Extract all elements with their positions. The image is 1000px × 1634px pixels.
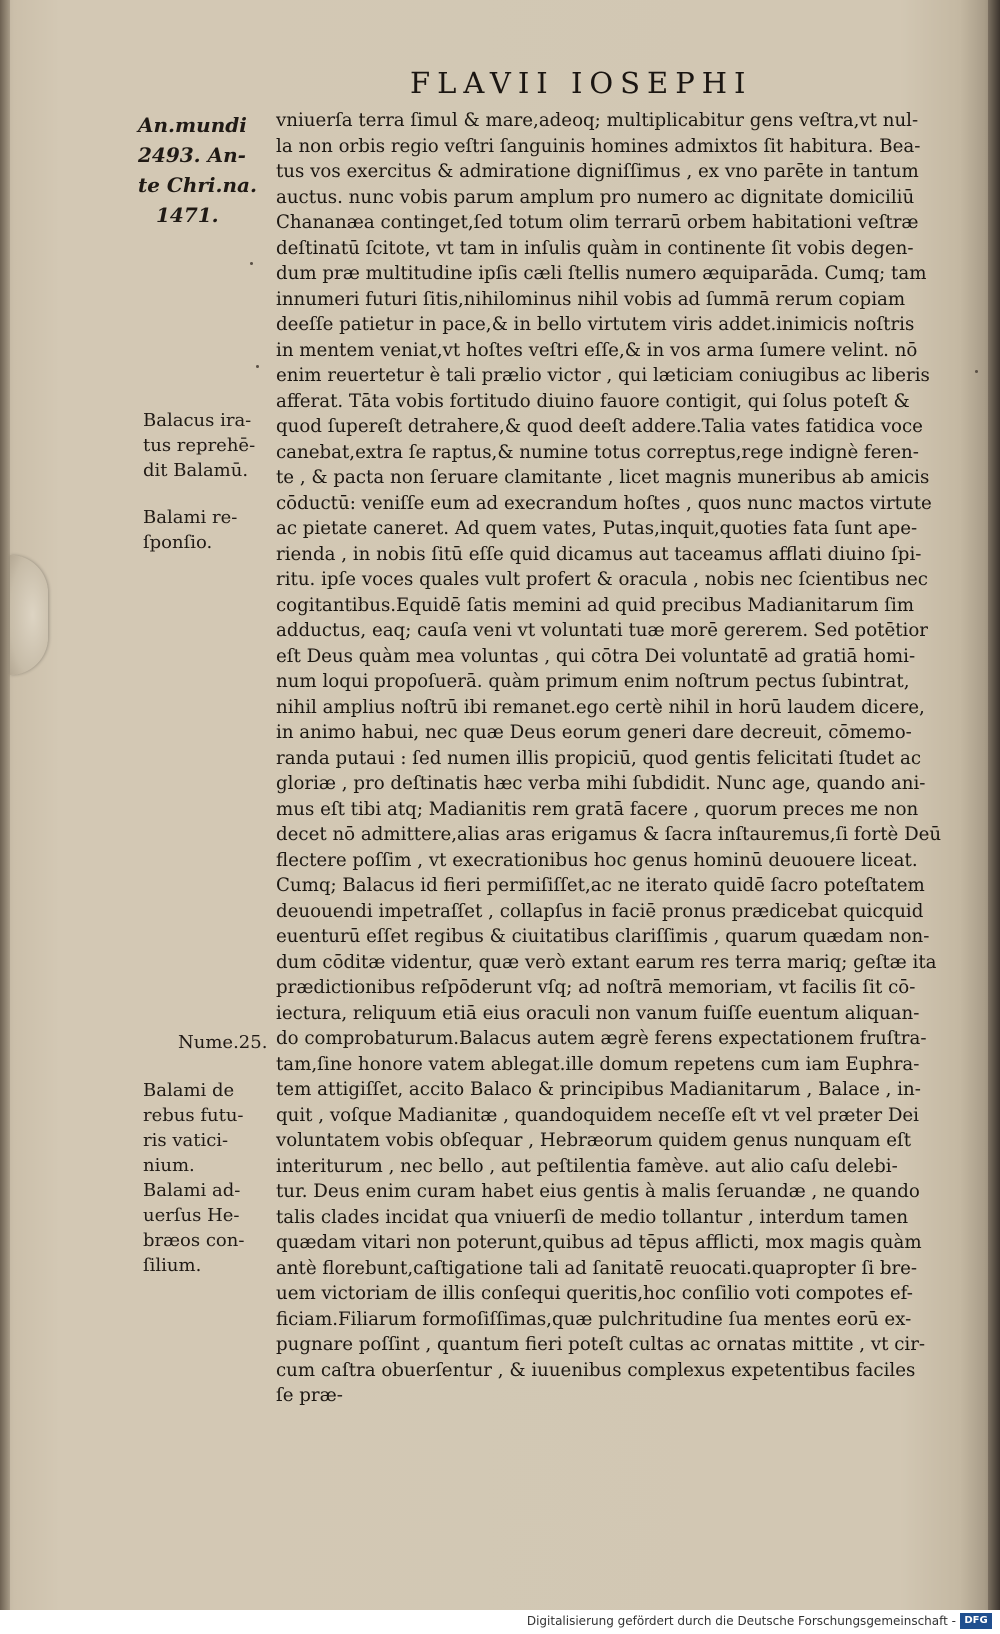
body-line: flectere poſſim , vt execrationibus hoc genus hominū deuouere liceat. [276,849,918,871]
body-line: decet nō admittere,alias aras erigamus & ſacra inſtauremus,ſi fortè Deū [276,824,942,845]
margin-line: Balami ad- [143,1180,241,1201]
margin-note-balacus [143,408,273,483]
margin-line: 2493. An- [138,143,246,167]
body-line: tus vos exercitus & admiratione digniſſimus , ex vno parēte in tantum [276,161,919,182]
margin-line: 1471. [156,203,219,227]
body-line: dum præ multitudine ipſis cæli ſtellis numero æquiparāda. Cumq; tam [276,263,927,284]
margin-line: ris vatici- [143,1130,229,1151]
binding-edge [0,0,10,1610]
body-line: eſt Deus quàm mea voluntas , qui cōtra Dei voluntatē ad gratiā homi- [276,645,916,667]
body-line: cum caſtra obuerſentur , & iuuenibus complexus expetentibus faciles [276,1359,916,1381]
ink-speck [975,370,978,373]
body-line: enim reuertetur è tali prælio victor , qui læticiam coniugibus ac liberis [276,365,930,386]
margin-line: Balami de [143,1080,235,1101]
body-line: iectura, reliquum etiā eius oraculi non vanum fuiſſe euentum aliquan- [276,1002,920,1024]
page-tab [10,555,48,675]
body-line: interiturum , nec bello , aut peſtilentia famève. aut alio caſu delebi- [276,1155,898,1177]
body-line: quit , voſque Madianitæ , quandoquidem neceſſe eſt vt vel præter Dei [276,1104,920,1126]
ink-speck [250,262,253,265]
body-line: nihil amplius noſtrū ibi remanet.ego certè nihil in horū laudem dicere, [276,696,925,718]
body-line: randa putaui : ſed numen illis propiciū, quod gentis felicitati ſtudet ac [276,747,922,769]
margin-line: Nume.25. [178,1032,268,1053]
margin-line: rebus futu- [143,1105,244,1126]
body-line: gloriæ , pro deſtinatis hæc verba mihi ſubdidit. Nunc age, quando ani- [276,773,926,794]
body-line: mus eſt tibi atq; Madianitis rem gratā facere , quorum preces me non [276,798,919,820]
running-header: FLAVII IOSEPHI [410,66,753,100]
margin-line: dit Balamū. [143,460,249,481]
margin-line: uerſus He- [143,1205,240,1226]
body-line: do comprobaturum.Balacus autem ægrè ferens expectationem fruſtra- [276,1028,927,1049]
margin-line: Balacus ira- [143,410,252,431]
margin-line: nium. [143,1155,195,1176]
body-line: cōductū: veniſſe eum ad execrandum hoſtes , quos nunc mactos virtute [276,492,932,514]
margin-line: An.mundi [138,113,247,137]
body-line: cogitantibus.Equidē ſatis memini ad quid precibus Madianitarum ſim [276,594,915,616]
body-line: antè florebunt,caſtigatione tali ad ſanitatē reuocati.quapropter ſi bre- [276,1257,918,1279]
body-line: ficiam.Filiarum formoſiſſimas,quæ pulchritudine ſua mentes eorū ex- [276,1308,912,1330]
body-line: tam,ſine honore vatem ablegat.ille domum repetens cum iam Euphra- [276,1053,920,1075]
body-line: ac pietate caneret. Ad quem vates, Putas,inquit,quoties fata ſunt ape- [276,518,918,539]
body-line: ſe præ- [276,1385,343,1406]
margin-note-consilium [143,1178,273,1278]
ink-speck [256,365,259,368]
body-line: tur. Deus enim curam habet eius gentis à malis ſeruandæ , ne quando [276,1181,920,1202]
body-line: deſtinatū ſcitote, vt tam in inſulis quàm in continente ſit vobis degen- [276,237,914,259]
dfg-logo: DFG [960,1613,992,1629]
body-line: euenturū eſſet regibus & ciuitatibus clariſſimis , quarum quædam non- [276,926,930,947]
body-line: canebat,extra ſe raptus,& numine totus correptus,rege indignè feren- [276,441,919,463]
body-text [276,108,966,1409]
body-line: tem attigiſſet, accito Balaco & principibus Madianitarum , Balace , in- [276,1079,921,1100]
digitization-footer [0,1610,1000,1634]
body-line: rienda , in nobis ſitū eſſe quid dicamus aut taceamus afflati diuino ſpi- [276,543,922,565]
body-line: talis clades incidat qua vniuerſi de medio tollantur , interdum tamen [276,1206,909,1228]
page-right-edge [988,0,1000,1610]
body-line: prædictionibus reſpōderunt vſq; ad noſtrā memoriam, vt facilis ſit cō- [276,977,916,998]
body-line: quædam vitari non poterunt,quibus ad tēpus afflicti, mox magis quàm [276,1232,922,1253]
footer-credit: Digitalisierung gefördert durch die Deutsche Forschungsgemeinschaft - [526,1614,956,1628]
margin-line: Balami re- [143,507,238,528]
body-line: auctus. nunc vobis parum amplum pro numero ac dignitate domiciliū [276,186,915,208]
body-line: num loqui propoſuerā. quàm primum enim noſtrum pectus ſubintrat, [276,671,910,692]
body-line: dum cōditæ videntur, quæ verò extant earum res terra mariq; geſtæ ita [276,951,937,973]
margin-line: ſilium. [143,1255,202,1276]
body-line: te , & pacta non ſeruare clamitante , licet magnis muneribus ab amicis [276,467,930,488]
margin-line: tus reprehē- [143,435,256,456]
body-line: quod ſupereſt detrahere,& quod deeſt addere.Talia vates fatidica voce [276,416,923,437]
body-line: Cumq; Balacus id fieri permiſiſſet,ac ne iterato quidē ſacro poteſtatem [276,875,925,896]
body-line: in animo habui, nec quæ Deus eorum generi dare decreuit, cōmemo- [276,722,912,743]
margin-note-responsio [143,505,273,555]
margin-note-vaticinium [143,1078,273,1178]
body-line: vniuerſa terra ſimul & mare,adeoq; multiplicabitur gens veſtra,vt nul- [276,110,919,131]
margin-line: te Chri.na. [138,173,257,197]
margin-line: bræos con- [143,1230,245,1251]
body-line: afferat. Tāta vobis fortitudo diuino fauore contigit, qui ſolus poteſt & [276,390,910,412]
body-line: uem victoriam de illis conſequi queritis,hoc conſilio voti compotes ef- [276,1283,913,1304]
body-line: Chananæa continget,ſed totum olim terrarū orbem habitationi veſtræ [276,212,919,233]
margin-note-date [138,110,268,230]
body-line: deuouendi impetraſſet , collapſus in faciē pronus prædicebat quicquid [276,900,924,922]
body-line: in mentem veniat,vt hoſtes veſtri eſſe,& in vos arma ſumere velint. nō [276,339,918,361]
body-line: la non orbis regio veſtri ſanguinis homines admixtos ſit habitura. Bea- [276,135,921,157]
body-line: adductus, eaq; cauſa veni vt voluntati tuæ morē gererem. Sed potētior [276,620,928,641]
body-line: innumeri futuri ſitis,nihilominus nihil vobis ad ſummā rerum copiam [276,288,906,310]
body-line: deeſſe patietur in pace,& in bello virtutem viris addet.inimicis noſtris [276,314,915,335]
body-line: pugnare poſſint , quantum fieri poteſt cultas ac ornatas mittite , vt cir- [276,1334,926,1355]
margin-line: ſponſio. [143,532,213,553]
body-line: voluntatem vobis obſequar , Hebræorum quidem genus nunquam eſt [276,1130,912,1151]
body-line: ritu. ipſe voces quales vult profert & oracula , nobis nec ſcientibus nec [276,569,928,590]
